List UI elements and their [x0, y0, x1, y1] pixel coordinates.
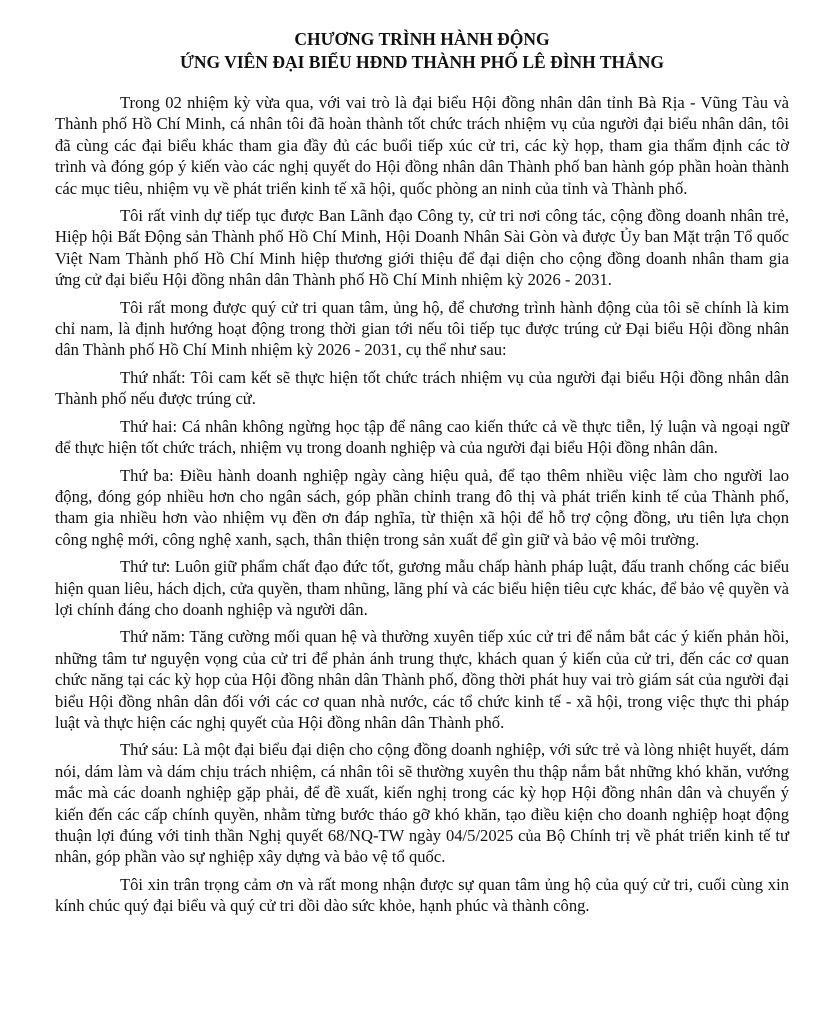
paragraph-commitment-4: Thứ tư: Luôn giữ phẩm chất đạo đức tốt, gương mẫu chấp hành pháp luật, đấu tranh chống các biểu hiện quan liêu, hách dịch, cửa quyền, tham nhũng, lãng phí và các biểu hiện tiêu cực khác, để bảo vệ quyền và lợi chính đáng cho doanh nghiệp và người dân. — [55, 557, 789, 619]
paragraph-commitment-6: Thứ sáu: Là một đại biểu đại diện cho cộng đồng doanh nghiệp, với sức trẻ và lòng nhiệt huyết, dám nói, dám làm và dám chịu trách nhiệm, cá nhân tôi sẽ thường xuyên thu thập nắm bắt những khó khăn, vướng mắc mà các doanh nghiệp gặp phải, để đề xuất, kiến nghị trong các kỳ họp Hội đồng nhân dân và chuyển ý kiến đến các cấp chính quyền, nhằm từng bước tháo gỡ khó khăn, tạo điều kiện cho doanh nghiệp hoạt động thuận lợi đúng với tinh thần Nghị quyết 68/NQ-TW ngày 04/5/2025 của Bộ Chính trị về phát triển kinh tế tư nhân, góp phần vào sự nghiệp xây dựng và bảo vệ tổ quốc. — [55, 740, 789, 867]
paragraph-commitment-5: Thứ năm: Tăng cường mối quan hệ và thường xuyên tiếp xúc cử tri để nắm bắt các ý kiến phản hồi, những tâm tư nguyện vọng của cử tri để phản ánh trung thực, khách quan ý kiến của cử tri, đến các cơ quan chức năng tại các kỳ họp của Hội đồng nhân dân Thành phố, đồng thời phát huy vai trò giám sát của người đại biểu Hội đồng nhân dân đối với các cơ quan nhà nước, các tổ chức kinh tế - xã hội, trong việc thực thi pháp luật và thực hiện các nghị quyết của Hội đồng nhân dân Thành phố. — [55, 627, 789, 732]
paragraph-closing: Tôi xin trân trọng cảm ơn và rất mong nhận được sự quan tâm ủng hộ của quý cử tri, cuối cùng xin kính chúc quý đại biểu và quý cử tri dồi dào sức khỏe, hạnh phúc và thành công. — [55, 874, 789, 916]
document-title: CHƯƠNG TRÌNH HÀNH ĐỘNG — [294, 29, 550, 49]
paragraph-commitment-1: Thứ nhất: Tôi cam kết sẽ thực hiện tốt chức trách nhiệm vụ của người đại biểu Hội đồng nhân dân Thành phố nếu được trúng cử. — [55, 367, 789, 409]
paragraph-nomination: Tôi rất vinh dự tiếp tục được Ban Lãnh đạo Công ty, cử tri nơi công tác, cộng đồng doanh nhân trẻ, Hiệp hội Bất Động sản Thành phố Hồ Chí Minh, Hội Doanh Nhân Sài Gòn và được Ủy ban Mặt trận Tổ quốc Việt Nam Thành phố Hồ Chí Minh hiệp thương giới thiệu để đại diện cho cộng đồng doanh nhân tham gia ứng cử đại biểu Hội đồng nhân dân Thành phố Hồ Chí Minh nhiệm kỳ 2026 - 2031. — [55, 206, 789, 290]
paragraph-intro: Trong 02 nhiệm kỳ vừa qua, với vai trò là đại biểu Hội đồng nhân dân tỉnh Bà Rịa - Vũng Tàu và Thành phố Hồ Chí Minh, cá nhân tôi đã hoàn thành tốt chức trách nhiệm vụ của người đại biểu nhân dân, tôi đã cùng các đại biểu khác tham gia đầy đủ các buổi tiếp xúc cử tri, các kỳ họp, tham gia thẩm định các tờ trình và đóng góp ý kiến vào các nghị quyết do Hội đồng nhân dân Thành phố ban hành góp phần hoàn thành các mục tiêu, nhiệm vụ về phát triển kinh tế xã hội, quốc phòng an ninh của tỉnh và Thành phố. — [55, 93, 789, 198]
paragraph-request: Tôi rất mong được quý cử tri quan tâm, ủng hộ, để chương trình hành động của tôi sẽ chính là kim chỉ nam, là định hướng hoạt động trong thời gian tới nếu tôi tiếp tục được trúng cử Đại biểu Hội đồng nhân dân Thành phố Hồ Chí Minh nhiệm kỳ 2026 - 2031, cụ thể như sau: — [55, 297, 789, 360]
document-subtitle: ỨNG VIÊN ĐẠI BIỂU HĐND THÀNH PHỐ LÊ ĐÌNH THẮNG — [179, 52, 665, 72]
document-page — [55, 28, 789, 923]
paragraph-commitment-2: Thứ hai: Cá nhân không ngừng học tập để nâng cao kiến thức cả về thực tiễn, lý luận và ngoại ngữ để thực hiện tốt chức trách, nhiệm vụ trong doanh nghiệp và của người đại biểu Hội đồng nhân dân. — [55, 416, 789, 458]
paragraph-commitment-3: Thứ ba: Điều hành doanh nghiệp ngày càng hiệu quả, để tạo thêm nhiều việc làm cho người lao động, đóng góp nhiều hơn cho ngân sách, góp phần chỉnh trang đô thị và phát triển kinh tế của Thành phố, tham gia nhiều hơn vào nhiệm vụ đền ơn đáp nghĩa, từ thiện xã hội để hỗ trợ cộng đồng, ưu tiên lựa chọn công nghệ mới, công nghệ xanh, sạch, thân thiện trong sản xuất để gìn giữ và bảo vệ môi trường. — [55, 465, 789, 549]
